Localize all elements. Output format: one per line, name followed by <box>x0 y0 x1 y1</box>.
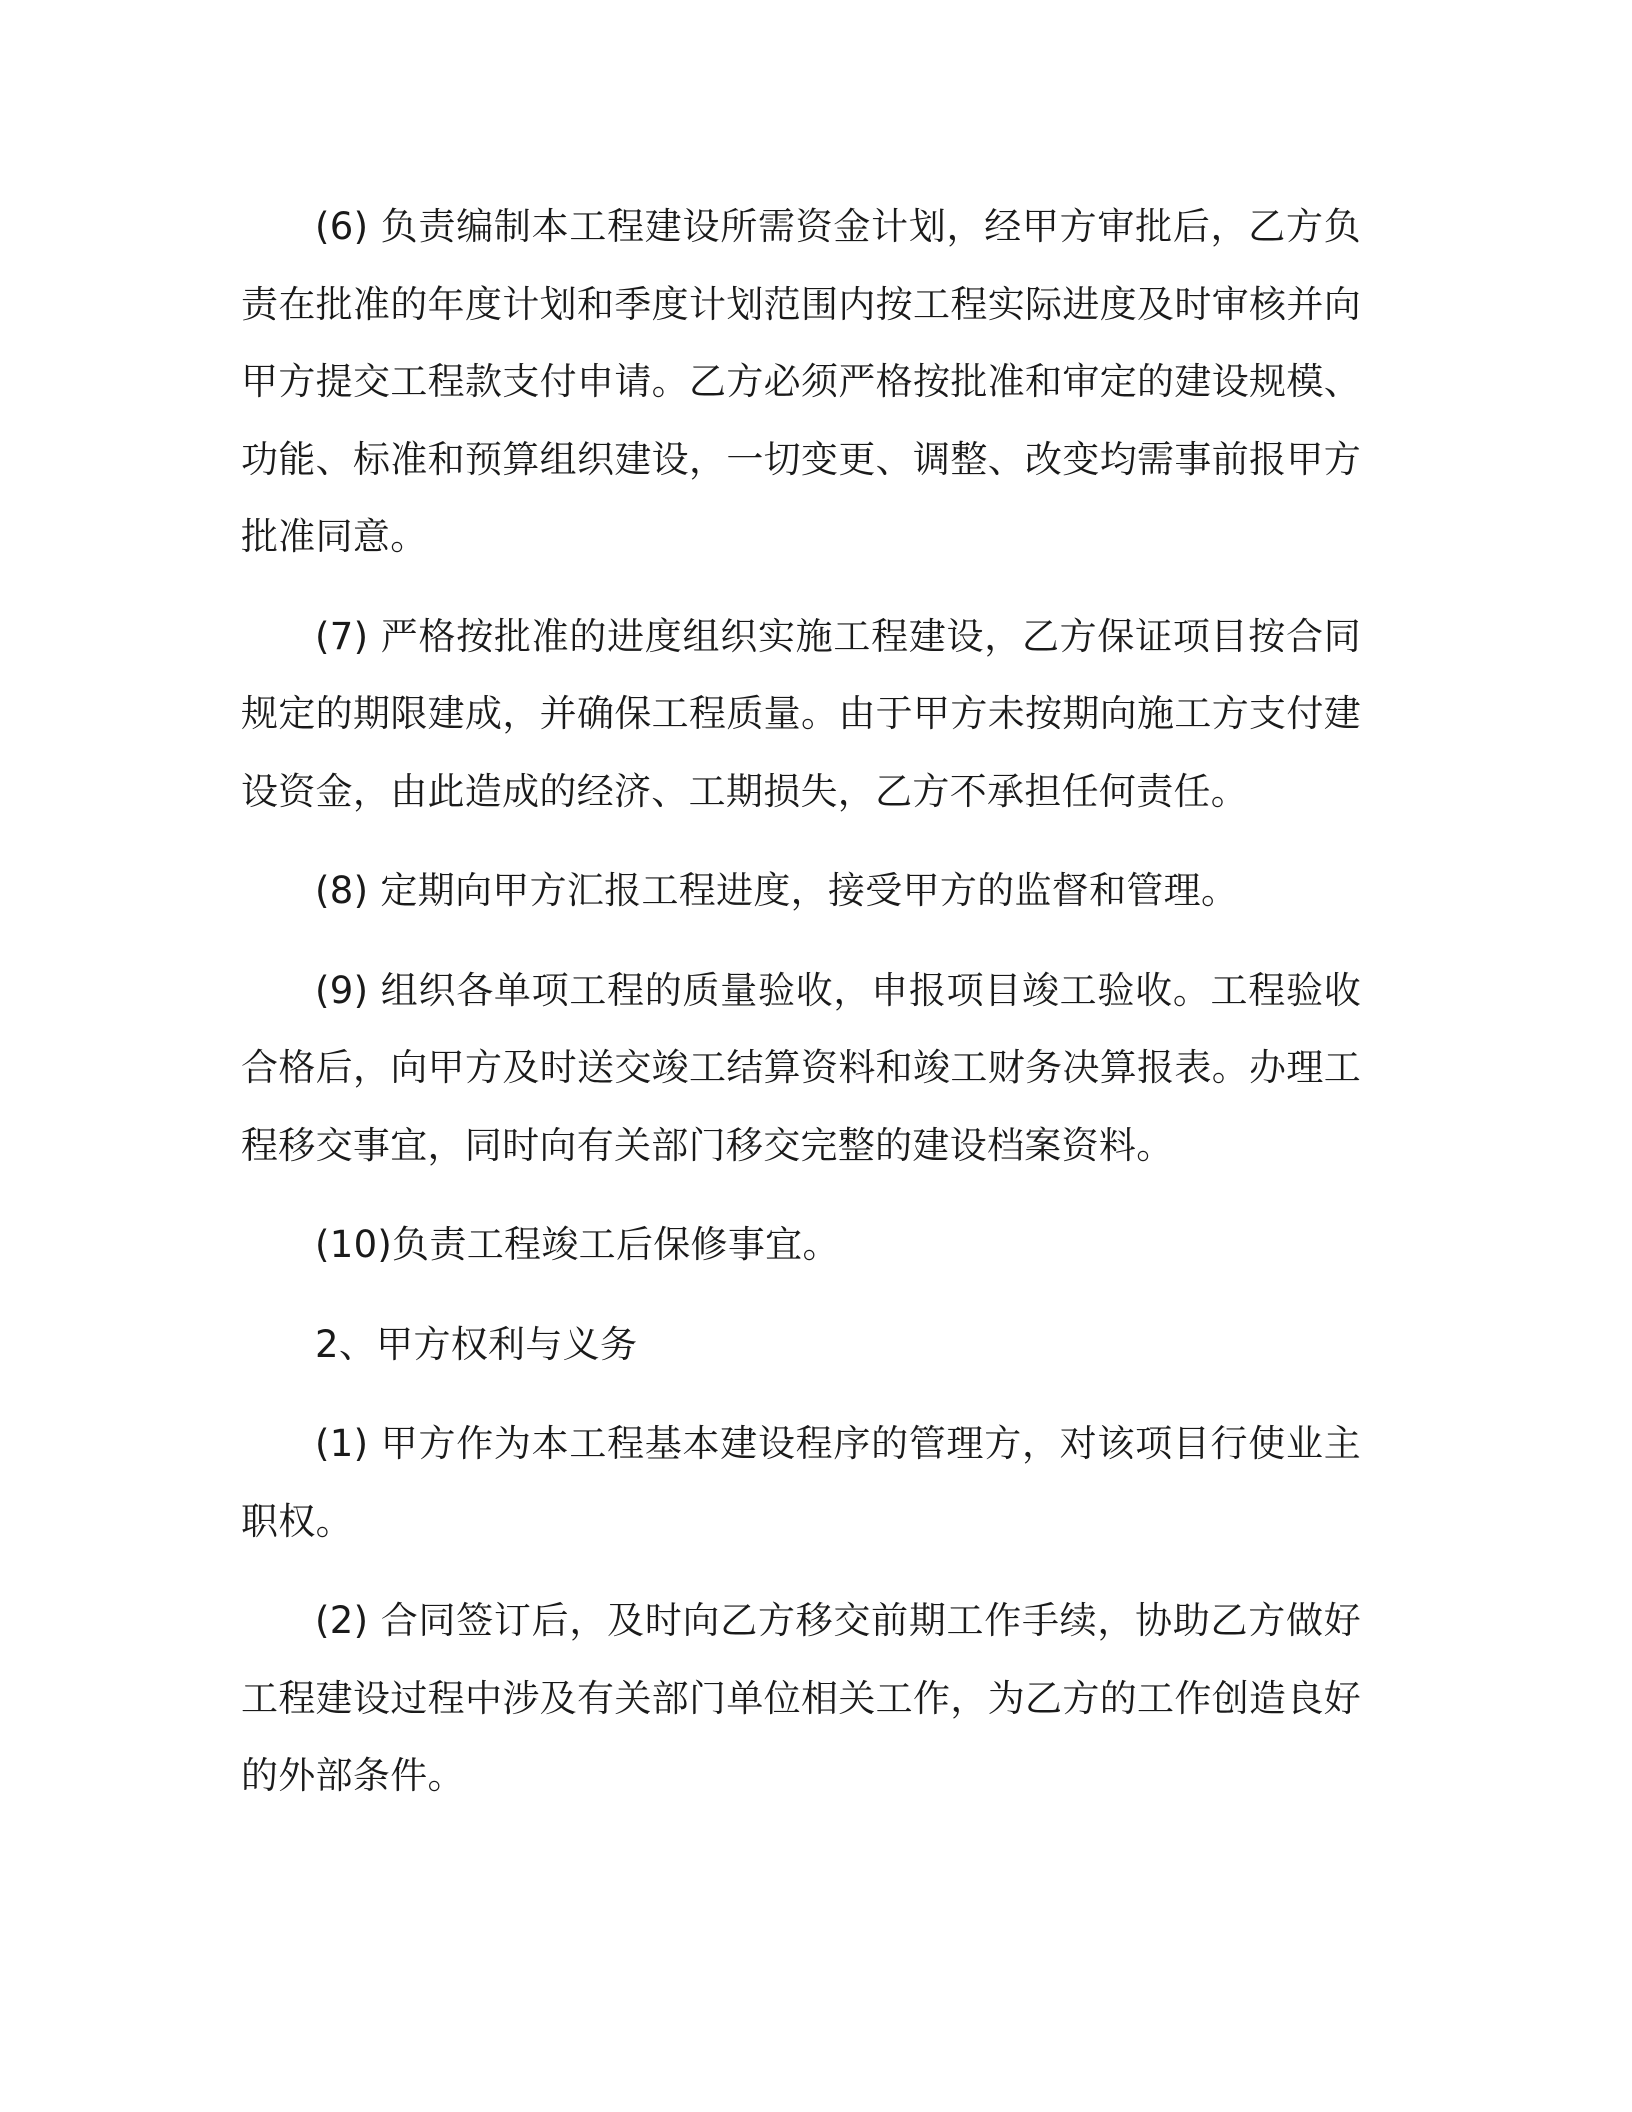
paragraph-party-a-1: (1) 甲方作为本工程基本建设程序的管理方，对该项目行使业主职权。 <box>241 1422 1361 1543</box>
section-heading-party-a: 2、甲方权利与义务 <box>315 1322 638 1366</box>
paragraph-item-10: (10)负责工程竣工后保修事宜。 <box>315 1223 840 1266</box>
paragraph-item-6: (6) 负责编制本工程建设所需资金计划，经甲方审批后，乙方负责在批准的年度计划和季度计划范围内按工程实际进度及时审核并向甲方提交工程款支付申请。乙方必须严格按批准和审定的建设规模、功能、标准和预算组织建设，一切变更、调整、改变均需事前报甲方批准同意。 <box>241 205 1361 558</box>
paragraph-item-9: (9) 组织各单项工程的质量验收，申报项目竣工验收。工程验收合格后，向甲方及时送交竣工结算资料和竣工财务决算报表。办理工程移交事宜，同时向有关部门移交完整的建设档案资料。 <box>241 968 1361 1167</box>
paragraph-party-a-2: (2) 合同签订后，及时向乙方移交前期工作手续，协助乙方做好工程建设过程中涉及有关部门单位相关工作，为乙方的工作创造良好的外部条件。 <box>241 1599 1361 1797</box>
paragraph-item-7: (7) 严格按批准的进度组织实施工程建设，乙方保证项目按合同规定的期限建成，并确保工程质量。由于甲方未按期向施工方支付建设资金，由此造成的经济、工期损失，乙方不承担任何责任。 <box>241 614 1361 813</box>
paragraph-item-8: (8) 定期向甲方汇报工程进度，接受甲方的监督和管理。 <box>315 869 1239 912</box>
document-page <box>241 188 1361 1815</box>
